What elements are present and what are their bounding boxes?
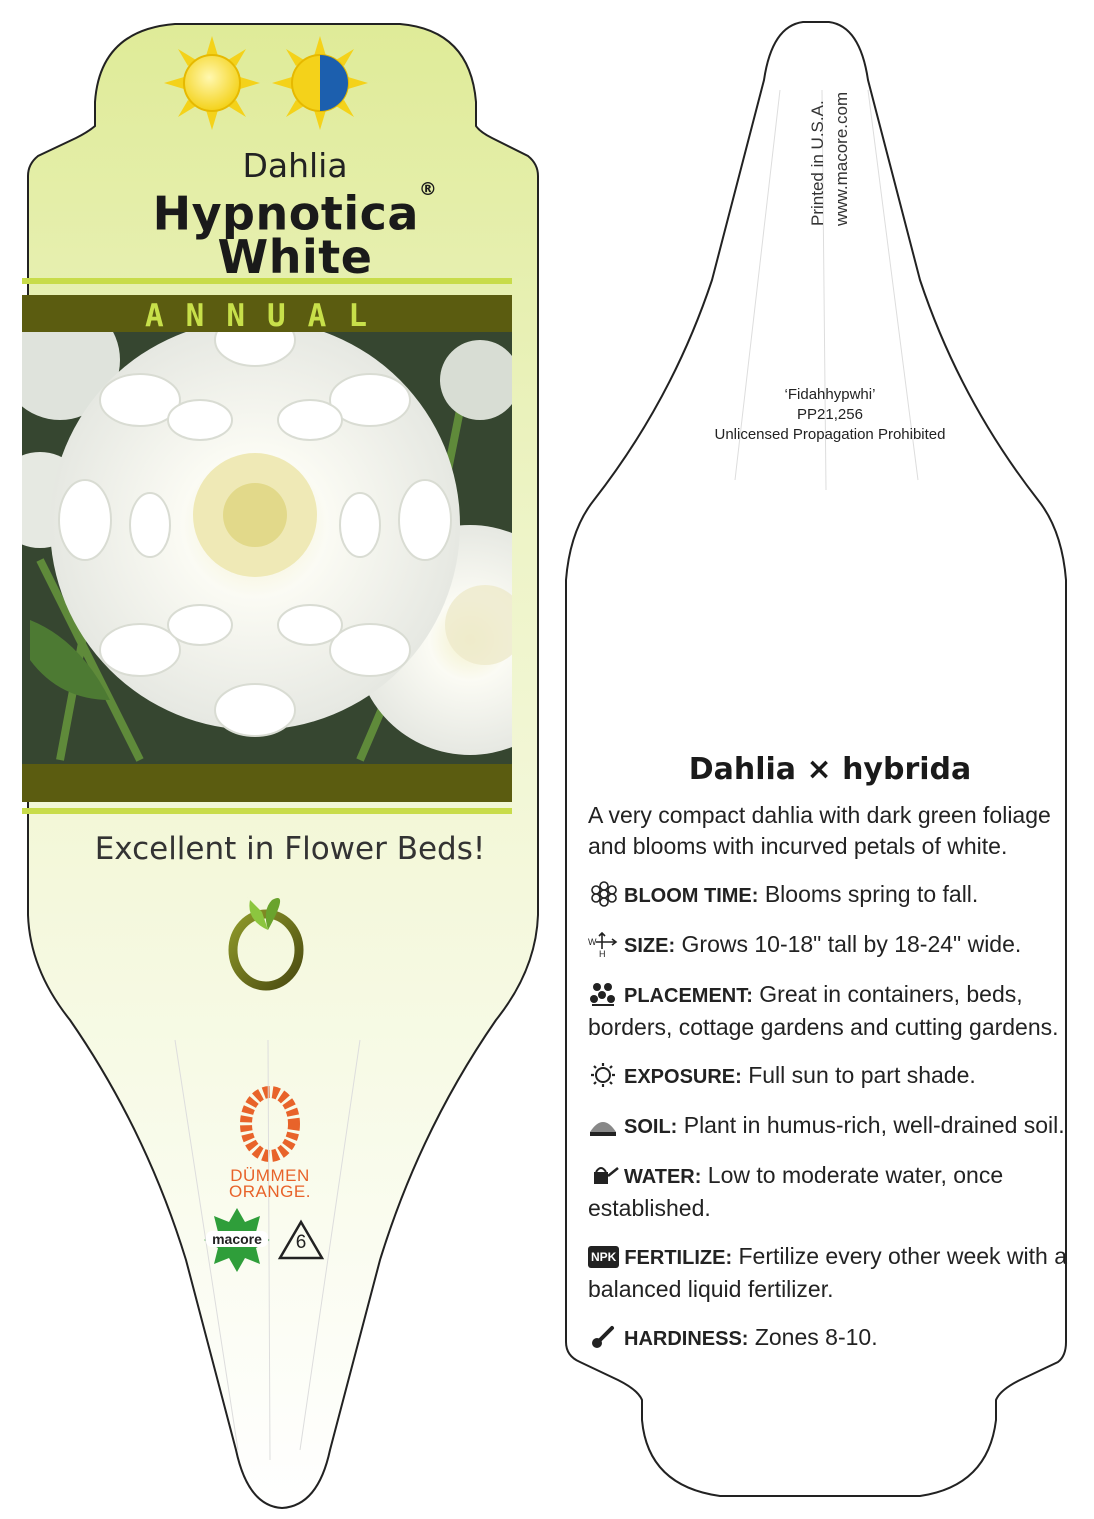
category-label: ANNUAL bbox=[145, 298, 389, 334]
care-instructions bbox=[588, 800, 1068, 1372]
care-item-placement bbox=[588, 979, 1068, 1043]
variety-info bbox=[640, 385, 1020, 445]
bloom-time-label: BLOOM TIME: bbox=[624, 885, 759, 907]
water-label: WATER: bbox=[624, 1166, 702, 1188]
placement-label: PLACEMENT: bbox=[624, 985, 753, 1007]
scientific-name: Dahlia × hybrida bbox=[688, 752, 972, 787]
bloom-time-text: Blooms spring to fall. bbox=[758, 881, 979, 907]
cultivar-name bbox=[60, 179, 530, 285]
npk-icon: NPK bbox=[588, 1246, 619, 1268]
size-icon bbox=[588, 931, 620, 957]
care-item-soil bbox=[588, 1110, 1068, 1143]
soil-icon bbox=[588, 1112, 620, 1138]
exposure-text: Full sun to part shade. bbox=[741, 1062, 976, 1088]
registered-mark: ® bbox=[418, 179, 438, 200]
water-text: Low to moderate water, once established. bbox=[588, 1162, 1004, 1221]
flower-photo bbox=[0, 300, 585, 764]
fertilize-text: Fertilize every other week with a balanced liquid fertilizer. bbox=[588, 1243, 1068, 1302]
placement-text: Great in containers, beds, borders, cottage gardens and cutting gardens. bbox=[588, 981, 1059, 1040]
size-text: Grows 10-18" tall by 18-24" wide. bbox=[675, 931, 1022, 957]
watering-can-icon bbox=[588, 1162, 620, 1188]
thermometer-icon bbox=[588, 1324, 620, 1350]
soil-label: SOIL: bbox=[624, 1116, 678, 1138]
tagline: Excellent in Flower Beds! bbox=[94, 831, 486, 867]
plant-genus: Dahlia bbox=[242, 146, 348, 185]
variety-name: ‘Fidahhypwhi’ bbox=[784, 386, 876, 403]
care-item-fertilize bbox=[588, 1241, 1068, 1305]
placement-icon bbox=[588, 981, 620, 1007]
bloom-icon bbox=[588, 881, 620, 907]
svg-text:H: H bbox=[599, 949, 606, 957]
fertilize-label: FERTILIZE: bbox=[624, 1247, 733, 1269]
propagation-notice: Unlicensed Propagation Prohibited bbox=[714, 426, 946, 443]
sun-outline-icon bbox=[588, 1062, 620, 1088]
hardiness-text: Zones 8-10. bbox=[748, 1324, 878, 1350]
size-label: SIZE: bbox=[624, 935, 676, 957]
printed-in-label: Printed in U.S.A. bbox=[808, 100, 827, 226]
patent-number: PP21,256 bbox=[797, 406, 863, 423]
brand-name: DÜMMEN ORANGE. bbox=[229, 1166, 311, 1201]
care-item-exposure bbox=[588, 1060, 1068, 1093]
svg-text:W: W bbox=[588, 937, 597, 947]
care-item-size bbox=[588, 929, 1068, 962]
cultivar-line-1: Hypnotica bbox=[152, 186, 419, 241]
care-item-hardiness bbox=[588, 1322, 1068, 1355]
cultivar-line-2: White bbox=[217, 230, 373, 285]
macore-logo-text: macore bbox=[206, 1231, 268, 1247]
care-item-water bbox=[588, 1160, 1068, 1224]
care-item-bloom bbox=[588, 879, 1068, 912]
hardiness-label: HARDINESS: bbox=[624, 1328, 749, 1350]
recycle-code: 6 bbox=[295, 1232, 307, 1253]
exposure-label: EXPOSURE: bbox=[624, 1066, 742, 1088]
soil-text: Plant in humus-rich, well-drained soil. bbox=[677, 1112, 1065, 1138]
description: A very compact dahlia with dark green foliage and blooms with incurved petals of white. bbox=[588, 802, 1051, 859]
website-label: www.macore.com bbox=[832, 91, 851, 226]
